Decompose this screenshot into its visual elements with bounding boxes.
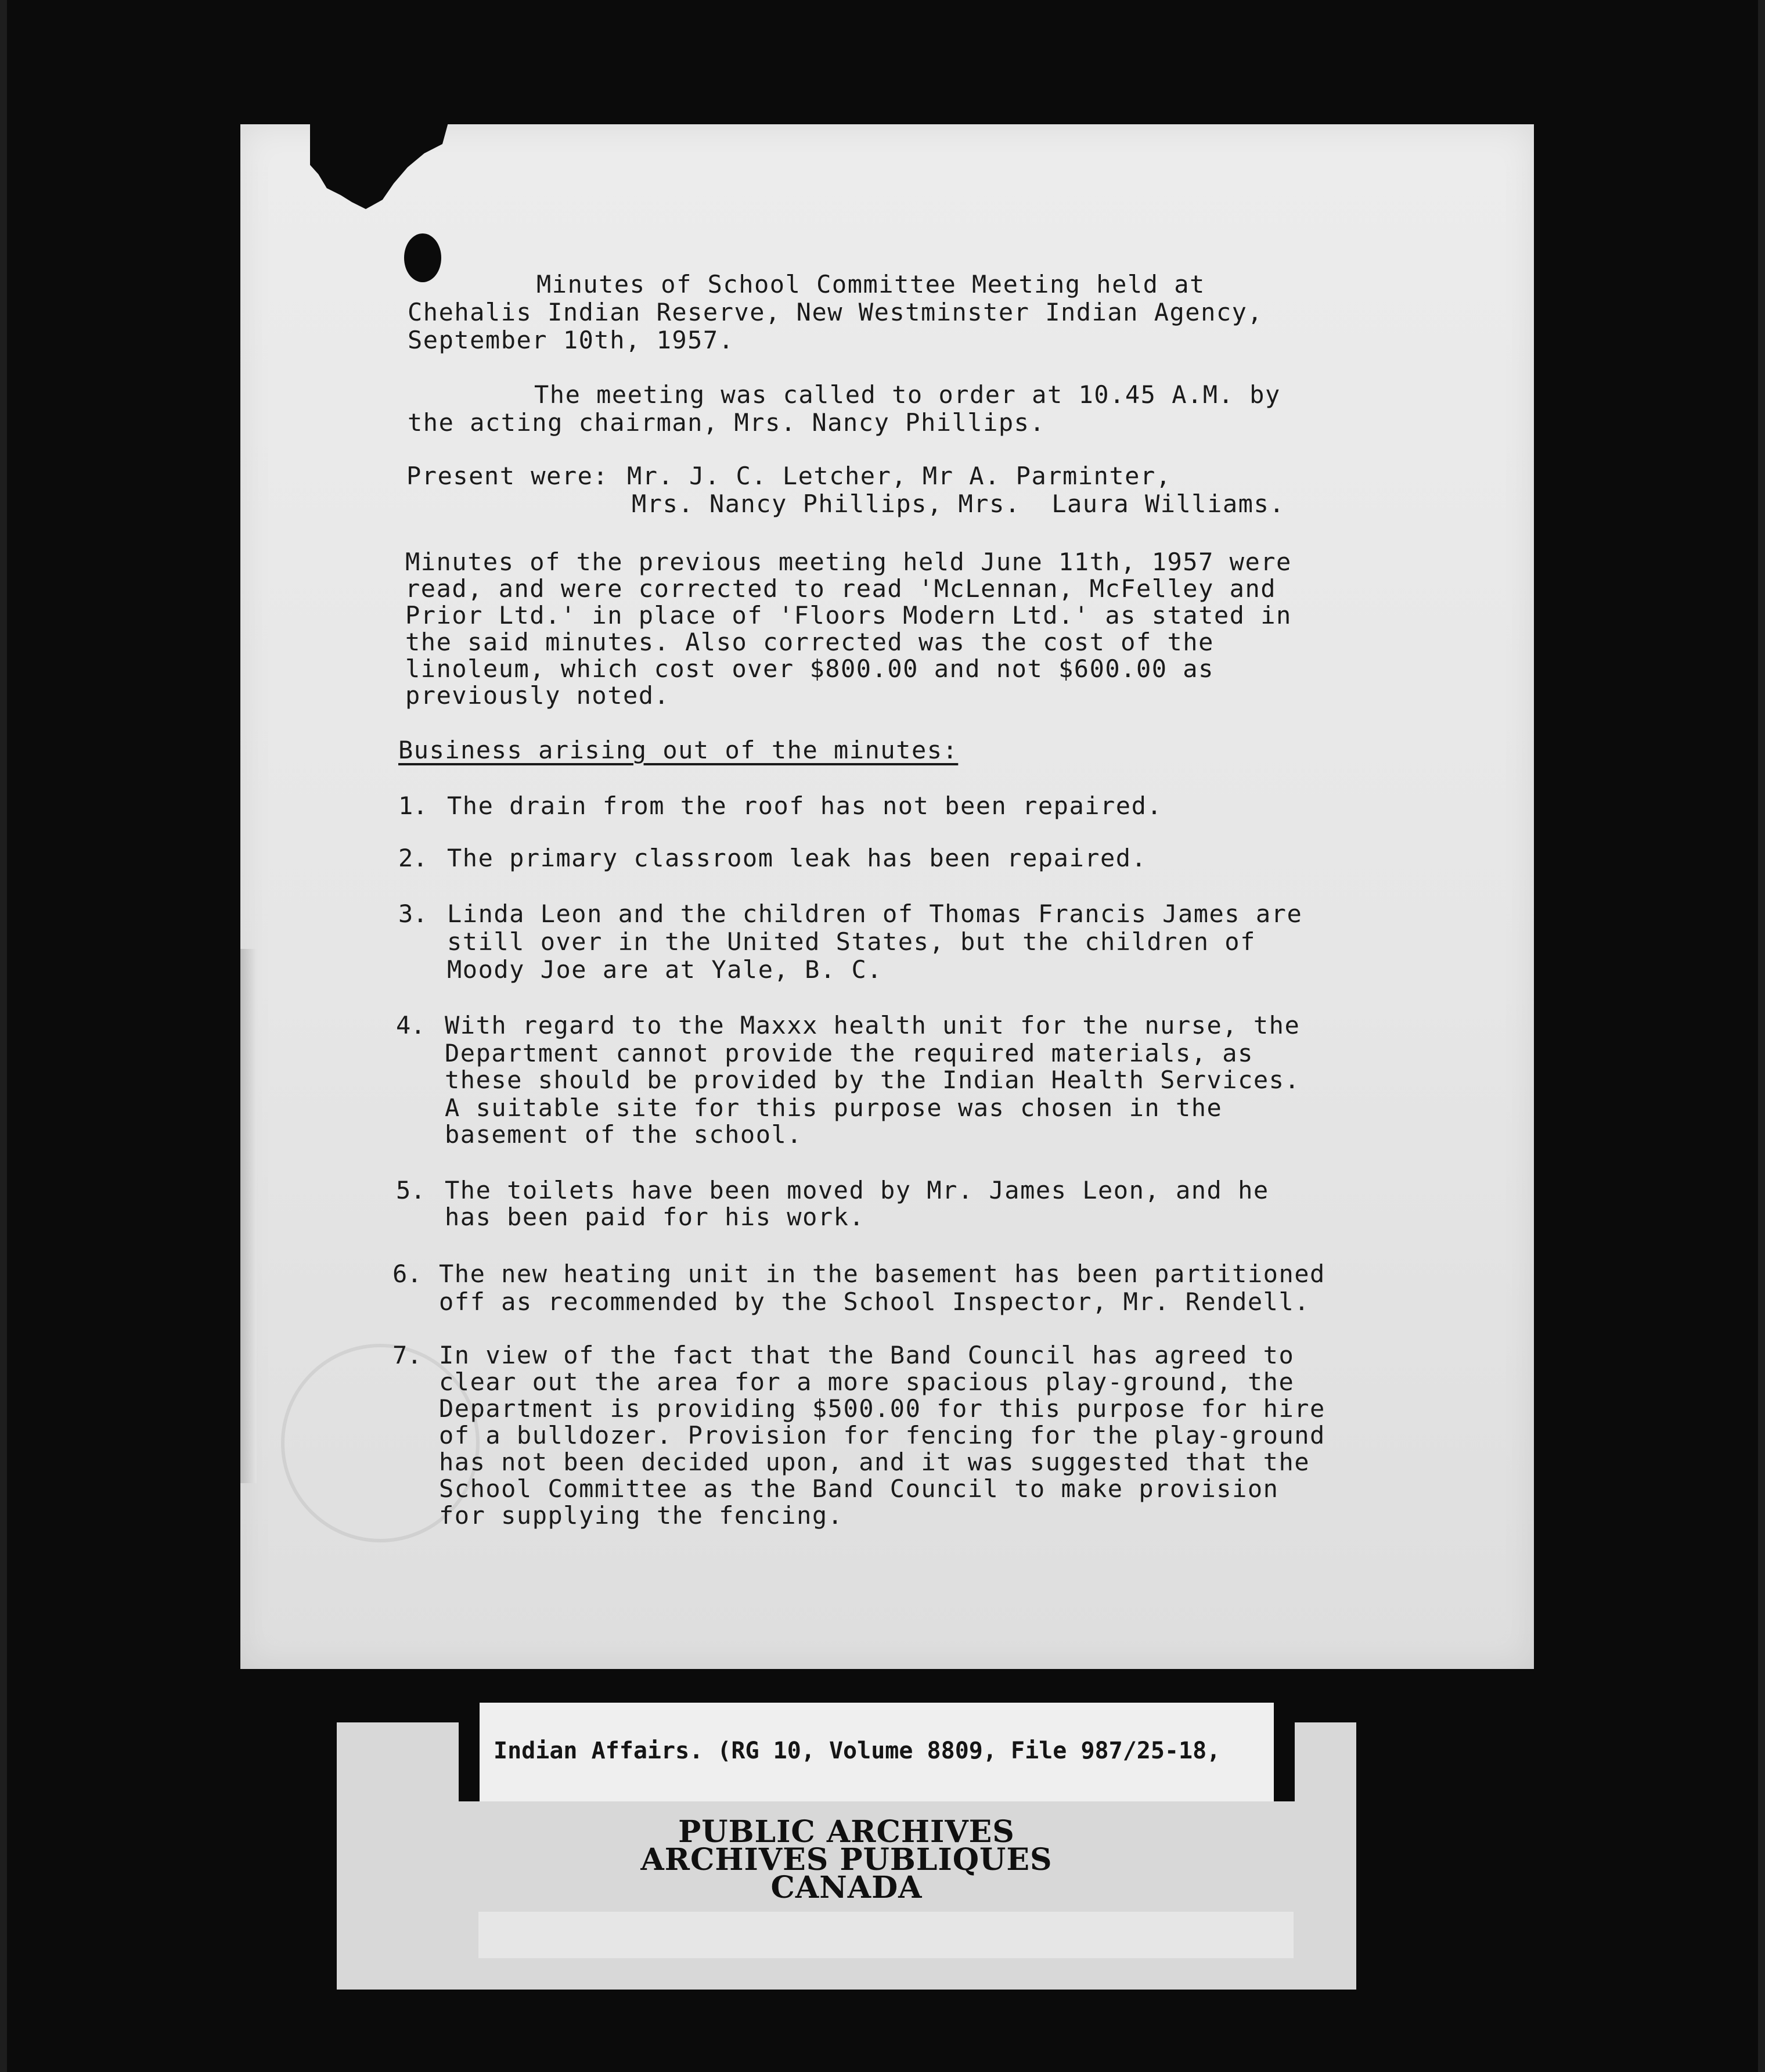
- item-5-line: has been paid for his work.: [445, 1203, 865, 1231]
- item-2-line: The primary classroom leak has been repaired.: [447, 844, 1147, 872]
- punch-hole: [404, 233, 441, 282]
- item-3-line: Moody Joe are at Yale, B. C.: [447, 955, 883, 984]
- heading-line-1: Minutes of School Committee Meeting held at: [536, 270, 1205, 298]
- archive-country: CANADA: [770, 1870, 923, 1905]
- item-number: 4.: [396, 1011, 426, 1039]
- item-7-line: for supplying the fencing.: [439, 1501, 844, 1530]
- business-heading: Business arising out of the minutes:: [398, 736, 959, 764]
- previous-minutes-line: linoleum, which cost over $800.00 and not $600.00 as: [405, 654, 1214, 683]
- present-line-2: Mrs. Nancy Phillips, Mrs. Laura Williams.: [632, 490, 1285, 518]
- item-number: 3.: [398, 900, 428, 928]
- archive-citation: Indian Affairs. (RG 10, Volume 8809, File 987/25-18,: [494, 1738, 1221, 1764]
- archive-label-ledge: [478, 1912, 1294, 1958]
- call-to-order-line-1: The meeting was called to order at 10.45 A.M. by: [534, 380, 1281, 409]
- previous-minutes-line: read, and were corrected to read 'McLennan, McFelley and: [405, 574, 1277, 603]
- item-7-line: Department is providing $500.00 for this purpose for hire: [439, 1394, 1325, 1423]
- item-number: 6.: [392, 1260, 422, 1288]
- previous-minutes-line: the said minutes. Also corrected was the cost of the: [405, 628, 1214, 656]
- previous-minutes-line: Minutes of the previous meeting held June 11th, 1957 were: [405, 548, 1292, 576]
- item-7-line: clear out the area for a more spacious play-ground, the: [439, 1368, 1295, 1396]
- item-7-line: of a bulldozer. Provision for fencing for the play-ground: [439, 1421, 1325, 1449]
- item-1-line: The drain from the roof has not been repaired.: [447, 792, 1163, 820]
- item-3-line: Linda Leon and the children of Thomas Francis James are: [447, 900, 1303, 928]
- previous-minutes-line: Prior Ltd.' in place of 'Floors Modern Ltd.' as stated in: [405, 601, 1292, 629]
- archive-name-english: PUBLIC ARCHIVES: [678, 1814, 1015, 1850]
- item-4-line: A suitable site for this purpose was chosen in the: [445, 1093, 1223, 1122]
- film-edge-right: [1758, 0, 1765, 2072]
- item-4-line: these should be provided by the Indian Health Services.: [445, 1066, 1301, 1094]
- heading-line-3: September 10th, 1957.: [408, 326, 734, 354]
- item-3-line: still over in the United States, but the children of: [447, 927, 1256, 956]
- item-6-line: The new heating unit in the basement has been partitioned: [439, 1260, 1325, 1288]
- item-number: 1.: [398, 792, 428, 820]
- previous-minutes-line: previously noted.: [405, 681, 670, 710]
- item-5-line: The toilets have been moved by Mr. James Leon, and he: [445, 1176, 1269, 1204]
- call-to-order-line-2: the acting chairman, Mrs. Nancy Phillips.: [408, 408, 1046, 437]
- heading-line-2: Chehalis Indian Reserve, New Westminster Indian Agency,: [408, 298, 1263, 326]
- torn-corner: [310, 118, 449, 235]
- item-7-line: School Committee as the Band Council to make provision: [439, 1474, 1279, 1503]
- item-6-line: off as recommended by the School Inspector, Mr. Rendell.: [439, 1287, 1310, 1316]
- item-number: 5.: [396, 1176, 426, 1204]
- present-label: Present were:: [406, 462, 609, 490]
- item-number: 2.: [398, 844, 428, 872]
- item-number: 7.: [392, 1341, 422, 1369]
- archive-name-french: ARCHIVES PUBLIQUES: [640, 1842, 1053, 1877]
- item-4-line: With regard to the Maxxx health unit for the nurse, the: [445, 1011, 1301, 1039]
- item-7-line: has not been decided upon, and it was suggested that the: [439, 1448, 1310, 1476]
- item-4-line: Department cannot provide the required materials, as: [445, 1039, 1253, 1067]
- film-edge-left: [0, 0, 7, 2072]
- present-line-1: Mr. J. C. Letcher, Mr A. Parminter,: [627, 462, 1172, 490]
- item-4-line: basement of the school.: [445, 1120, 803, 1149]
- page-edge-shadow: [240, 949, 257, 1483]
- item-7-line: In view of the fact that the Band Council has agreed to: [439, 1341, 1295, 1369]
